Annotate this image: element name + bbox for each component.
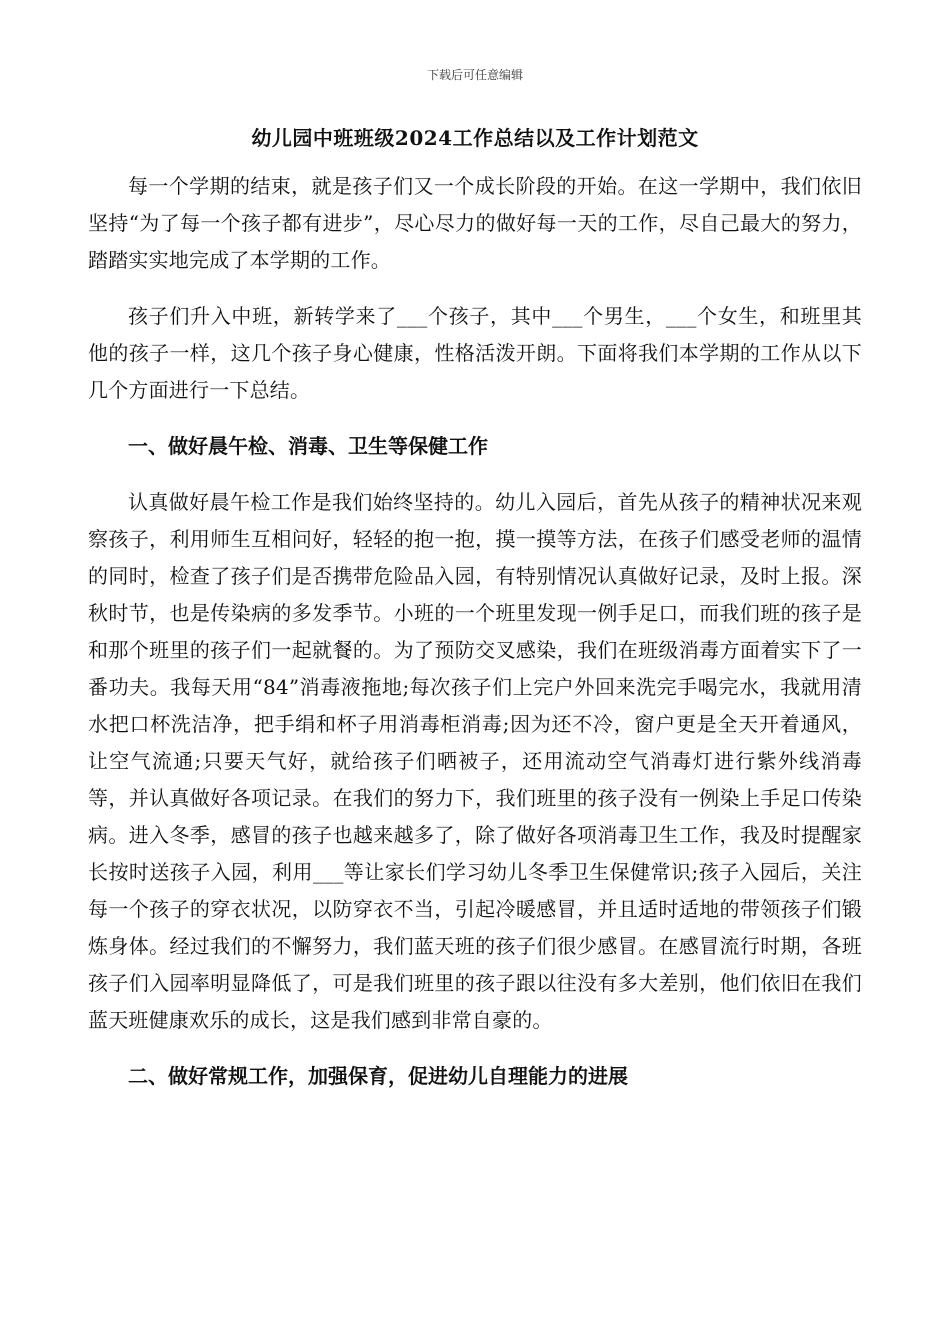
document-title: 幼儿园中班班级2024工作总结以及工作计划范文 [251,126,699,150]
paragraph-intro-1: 每一个学期的结束，就是孩子们又一个成长阶段的开始。在这一学期中，我们依旧坚持“为了每一个孩子都有进步”，尽心尽力的做好每一天的工作，尽自己最大的努力，踏踏实实地完成了本学期的工作。 [88,174,862,272]
document-body [88,168,862,1095]
paragraph-intro-2: 孩子们升入中班，新转学来了___个孩子，其中___个男生，___个女生，和班里其他的孩子一样，这几个孩子身心健康，性格活泼开朗。下面将我们本学期的工作从以下几个方面进行一下总结。 [88,304,862,402]
header-note: 下载后可任意编辑 [426,68,523,82]
section-1-body: 认真做好晨午检工作是我们始终坚持的。幼儿入园后，首先从孩子的精神状况来观察孩子，利用师生互相问好，轻轻的抱一抱，摸一摸等方法，在孩子们感受老师的温情的同时，检查了孩子们是否携带危险品入园，有特别情况认真做好记录，及时上报。深秋时节，也是传染病的多发季节。小班的一个班里发现一例手足口，而我们班的孩子是和那个班里的孩子们一起就餐的。为了预防交叉感染，我们在班级消毒方面着实下了一番功夫。我每天用“84”消毒液拖地;每次孩子们上完户外回来洗完手喝完水，我就用清水把口杯洗洁净，把手绢和杯子用消毒柜消毒;因为还不冷，窗户更是全天开着通风，让空气流通;只要天气好，就给孩子们晒被子，还用流动空气消毒灯进行紫外线消毒等，并认真做好各项记录。在我们的努力下，我们班里的孩子没有一例染上手足口传染病。进入冬季，感冒的孩子也越来越多了，除了做好各项消毒卫生工作，我及时提醒家长按时送孩子入园，利用___等让家长们学习幼儿冬季卫生保健常识;孩子入园后，关注每一个孩子的穿衣状况，以防穿衣不当，引起冷暖感冒，并且适时适地的带领孩子们锻炼身体。经过我们的不懈努力，我们蓝天班的孩子们很少感冒。在感冒流行时期，各班孩子们入园率明显降低了，可是我们班里的孩子跟以往没有多大差别，他们依旧在我们蓝天班健康欢乐的成长，这是我们感到非常自豪的。 [88,490,862,1032]
section-heading-1: 一、做好晨午检、消毒、卫生等保健工作 [128,434,488,458]
section-heading-2: 二、做好常规工作，加强保育，促进幼儿自理能力的进展 [128,1064,628,1088]
